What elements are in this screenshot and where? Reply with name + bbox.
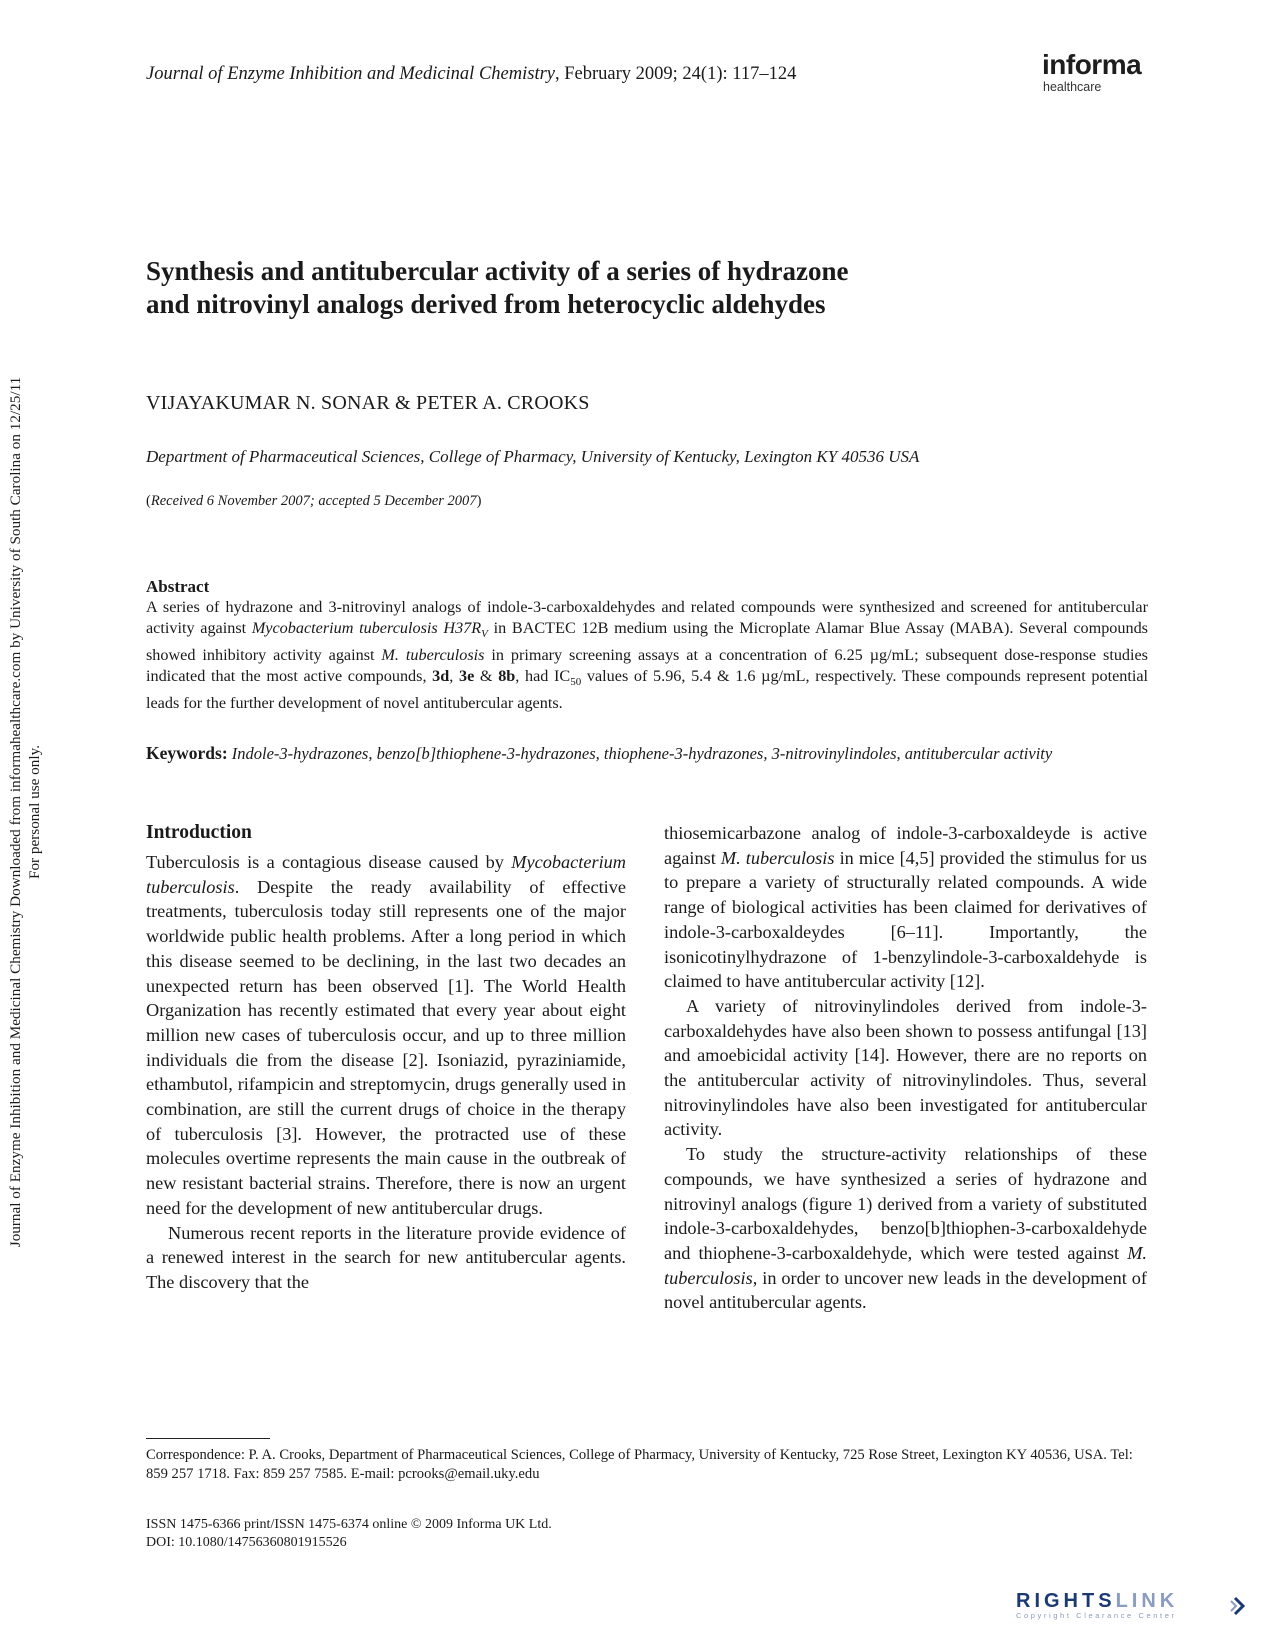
abstract-text [146, 597, 1148, 713]
received-text: Received 6 November 2007; accepted 5 December 2007 [150, 493, 477, 509]
abstract-part-2: in BACTEC 12B medium using the Microplate Alamar Blue Assay (MABA). Several compounds showed inhibitory activity against [146, 618, 1148, 664]
intro-paragraph-3 [664, 821, 1147, 994]
abstract-organism [251, 618, 488, 641]
title-line-2: and nitrovinyl analogs derived from heterocyclic aldehydes [146, 289, 826, 319]
rightslink-word-light: LINK [1115, 1590, 1179, 1612]
ic50-subscript: 50 [570, 675, 582, 688]
abstract [146, 577, 1148, 713]
compound-separator-2: & [474, 666, 499, 685]
compound-3d: 3d [432, 666, 450, 685]
publisher-logo [1042, 50, 1162, 94]
intro-p3-organism: M. tuberculosis [720, 847, 835, 868]
rightslink-word-dark: RIGHTS [1016, 1590, 1116, 1612]
abstract-part-1: A series of hydrazone and 3-nitrovinyl analogs of indole-3-carboxaldehydes and related compounds were synthesized and screened for antitubercular activity against [146, 598, 1148, 637]
intro-p1-start: Tuberculosis is a contagious disease caused by [146, 852, 512, 872]
column-left [146, 821, 626, 1295]
publisher-subtitle: healthcare [1043, 80, 1102, 94]
keywords-label: Keywords: [146, 743, 228, 763]
intro-p1-organism: Mycobacterium tuberculosis [146, 852, 626, 897]
title-line-1: Synthesis and antitubercular activity of a series of hydrazone [146, 256, 849, 286]
download-notice-line-2: For personal use only. [25, 745, 43, 879]
journal-citation [146, 64, 796, 85]
keywords [146, 743, 1148, 764]
received-close-paren: ) [476, 493, 482, 509]
issue-info: , February 2009; 24(1): 117–124 [555, 64, 797, 84]
intro-paragraph-4: A variety of nitrovinylindoles derived from indole-3-carboxaldehydes have also been shown to possess antifungal [13] and amoebicidal activity [14]. However, there are no reports on the antitubercular activity of nitrovinylindoles. Thus, several nitrovinylindoles have also been investigated for antitubercular activity. [664, 995, 1147, 1140]
chevron-link-icon [1228, 1595, 1250, 1617]
intro-p5-rest: , in order to uncover new leads in the development of novel antitubercular agents. [664, 1267, 1147, 1313]
introduction-heading: Introduction [146, 822, 252, 843]
organism-name: Mycobacterium tuberculosis H37R [251, 618, 482, 637]
download-notice-line-1: Journal of Enzyme Inhibition and Medicinal Chemistry Downloaded from informahealthcare.com by University of South Carolina on 12/25/11 [7, 376, 24, 1248]
intro-paragraph-1 [146, 850, 626, 1221]
abstract-organism-short: M. tuberculosis [381, 645, 485, 664]
download-notice [7, 332, 45, 1292]
organism-subscript: V [481, 628, 488, 641]
rightslink-logo[interactable] [1016, 1590, 1251, 1630]
abstract-part-5: values of 5.96, 5.4 & 1.6 µg/mL, respectively. These compounds represent potential leads for the further development of novel antitubercular agents. [146, 666, 1149, 712]
intro-p5-organism: M. tuberculosis [664, 1242, 1147, 1288]
intro-p3-start: thiosemicarbazone analog of indole-3-carboxaldeyde is active against [664, 823, 1147, 868]
column-right [664, 821, 1147, 1315]
intro-p3-rest: in mice [4,5] provided the stimulus for us to prepare a variety of structurally related compounds. A wide range of biological activities has been claimed for derivatives of indole-3-carboxaldeydes [6–11]. Importantly, the isonicotinylhydrazone of 1-benzylindole-3-carboxaldehyde is claimed to have antitubercular activity [12]. [664, 847, 1147, 992]
article-title [146, 255, 1046, 321]
intro-p5-start: To study the structure-activity relationships of these compounds, we have synthesized a series of hydrazone and nitrovinyl analogs (figure 1) derived from a variety of substituted indole-3-carboxaldehydes, benzo[b]thiophen-3-carboxaldehyde and thiophene-3-carboxaldehyde, which were tested against [664, 1144, 1147, 1263]
abstract-part-3: in primary screening assays at a concentration of 6.25 µg/mL; subsequent dose-response studies indicated that the most active compounds, [146, 645, 1148, 685]
publisher-name: informa [1042, 49, 1142, 80]
intro-p1-rest: . Despite the ready availability of effective treatments, tuberculosis today still represents one of the major worldwide public health problems. After a long period in which this disease seemed to be declining, in the last two decades an unexpected return has been observed [1]. The World Health Organization has recently estimated that every year about eight million new cases of tuberculosis occur, and up to three million individuals die from the disease [2]. Isoniazid, pyraziniamide, ethambutol, rifampicin and streptomycin, drugs generally used in combination, are still the current drugs of choice in the therapy of tuberculosis [3]. However, the protracted use of these molecules overtime represents the main cause in the outbreak of new resistant bacterial strains. Therefore, there is now an urgent need for the development of new antitubercular drugs. [146, 876, 626, 1218]
keywords-list: Indole-3-hydrazones, benzo[b]thiophene-3-hydrazones, thiophene-3-hydrazones, 3-nitrovinylindoles, antitubercular activity [231, 744, 1053, 763]
issn-doi-block [146, 1516, 552, 1552]
abstract-heading: Abstract [146, 577, 210, 596]
abstract-part-4: , had IC [515, 666, 571, 685]
received-dates [146, 493, 481, 510]
compound-8b: 8b [498, 666, 516, 685]
rightslink-subtitle: Copyright Clearance Center [1016, 1611, 1177, 1620]
compound-separator-1: , [449, 666, 459, 685]
intro-paragraph-5 [664, 1142, 1147, 1315]
issn-line: ISSN 1475-6366 print/ISSN 1475-6374 online © 2009 Informa UK Ltd. [146, 1517, 552, 1532]
authors: VIJAYAKUMAR N. SONAR & PETER A. CROOKS [146, 392, 590, 414]
compound-3e: 3e [458, 666, 475, 685]
journal-name: Journal of Enzyme Inhibition and Medicinal Chemistry [146, 64, 555, 84]
doi-line: DOI: 10.1080/14756360801915526 [146, 1535, 347, 1550]
intro-paragraph-2: Numerous recent reports in the literature provide evidence of a renewed interest in the search for new antitubercular agents. The discovery that the [146, 1222, 626, 1292]
footnote-divider [146, 1438, 270, 1439]
received-open-paren: ( [146, 493, 151, 509]
affiliation: Department of Pharmaceutical Sciences, College of Pharmacy, University of Kentucky, Lexington KY 40536 USA [146, 447, 920, 466]
correspondence-note: Correspondence: P. A. Crooks, Department of Pharmaceutical Sciences, College of Pharmacy, University of Kentucky, 725 Rose Street, Lexington KY 40536, USA. Tel: 859 257 1718. Fax: 859 257 7585. E-mail: pcrooks@email.uky.edu [146, 1447, 1133, 1482]
rightslink-wordmark [1016, 1590, 1251, 1613]
